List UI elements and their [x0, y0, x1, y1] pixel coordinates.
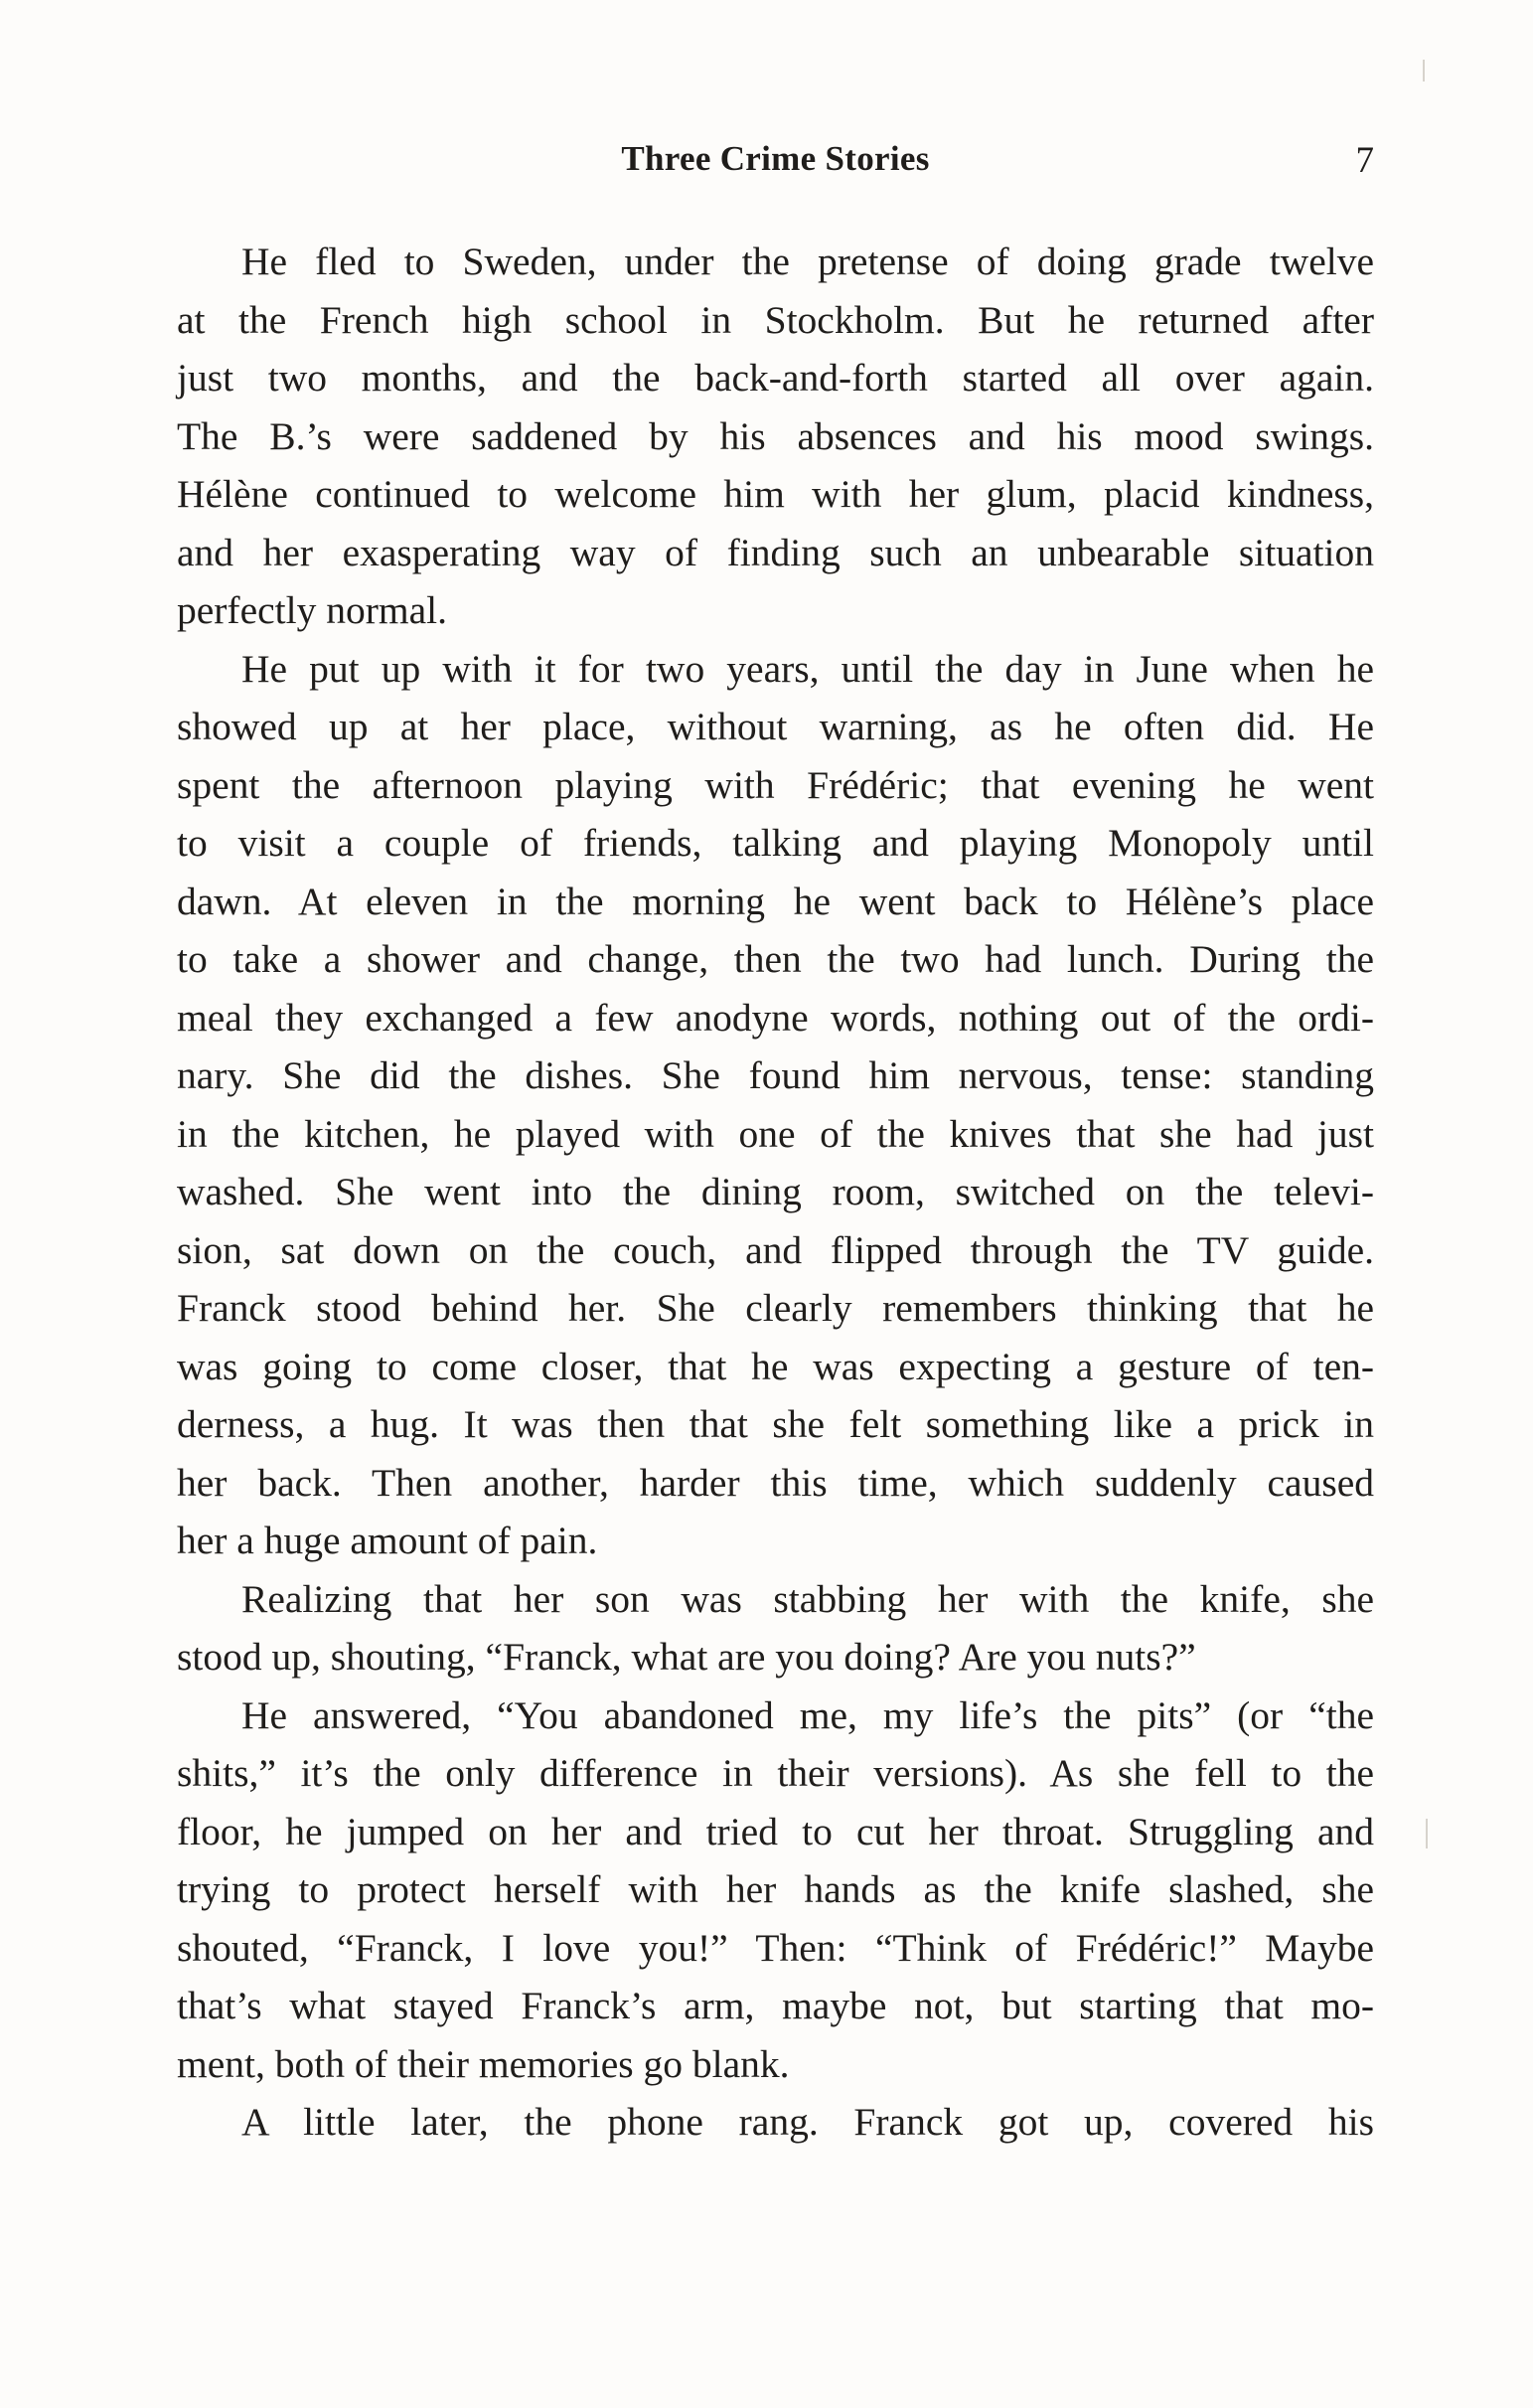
text-line: trying to protect herself with her hands as the knife slashed, she	[177, 1867, 1374, 1911]
text-line: stood up, shouting, “Franck, what are you doing? Are you nuts?”	[177, 1635, 1196, 1679]
scan-artifact	[1426, 1819, 1428, 1848]
body-text	[177, 233, 1374, 2152]
text-line: derness, a hug. It was then that she felt something like a prick in	[177, 1402, 1374, 1446]
text-line: was going to come closer, that he was expecting a gesture of ten-	[177, 1344, 1374, 1388]
text-line: ment, both of their memories go blank.	[177, 2041, 790, 2086]
text-line: and her exasperating way of finding such an unbearable situation	[177, 530, 1374, 574]
text-line: washed. She went into the dining room, switched on the televi-	[177, 1170, 1374, 1213]
text-line: at the French high school in Stockholm. But he returned after	[177, 297, 1374, 342]
text-line: Hélène continued to welcome him with her glum, placid kindness,	[177, 472, 1374, 516]
running-title: Three Crime Stories	[621, 139, 930, 178]
text-line: dawn. At eleven in the morning he went back to Hélène’s place	[177, 879, 1374, 923]
text-line: nary. She did the dishes. She found him nervous, tense: standing	[177, 1053, 1374, 1097]
text-line: sion, sat down on the couch, and flipped through the TV guide.	[177, 1227, 1374, 1272]
text-line: meal they exchanged a few anodyne words, nothing out of the ordi-	[177, 995, 1374, 1040]
scan-artifact	[1423, 60, 1425, 81]
running-head	[177, 139, 1374, 199]
text-line: He answered, “You abandoned me, my life’s the pits” (or “the	[241, 1692, 1374, 1737]
text-line: Realizing that her son was stabbing her with the knife, she	[241, 1576, 1374, 1621]
text-line: in the kitchen, he played with one of the knives that she had just	[177, 1111, 1374, 1156]
text-line: perfectly normal.	[177, 588, 447, 632]
paragraph	[177, 1686, 1374, 2094]
text-line: shouted, “Franck, I love you!” Then: “Think of Frédéric!” Maybe	[177, 1925, 1374, 1970]
text-line: A little later, the phone rang. Franck got up, covered his	[241, 2100, 1374, 2144]
text-line: Franck stood behind her. She clearly remembers thinking that he	[177, 1286, 1374, 1330]
text-line: to take a shower and change, then the two had lunch. During the	[177, 937, 1374, 981]
paragraph	[177, 233, 1374, 640]
text-line: spent the afternoon playing with Frédéric; that evening he went	[177, 762, 1374, 807]
paragraph	[177, 640, 1374, 1570]
paragraph	[177, 2093, 1374, 2152]
text-line: that’s what stayed Franck’s arm, maybe not, but starting that mo-	[177, 1984, 1374, 2027]
text-line: He put up with it for two years, until the day in June when he	[241, 646, 1374, 691]
text-line: her back. Then another, harder this time, which suddenly caused	[177, 1460, 1374, 1505]
text-line: just two months, and the back-and-forth started all over again.	[177, 356, 1374, 400]
text-line: shits,” it’s the only difference in their versions). As she fell to the	[177, 1751, 1374, 1795]
text-line: The B.’s were saddened by his absences and his mood swings.	[177, 413, 1374, 458]
text-line: floor, he jumped on her and tried to cut her throat. Struggling and	[177, 1809, 1374, 1853]
text-line: showed up at her place, without warning, as he often did. He	[177, 705, 1374, 748]
text-line: her a huge amount of pain.	[177, 1519, 598, 1562]
paragraph	[177, 1570, 1374, 1686]
text-line: to visit a couple of friends, talking and playing Monopoly until	[177, 821, 1374, 865]
text-line: He fled to Sweden, under the pretense of doing grade twelve	[241, 240, 1374, 283]
page-number: 7	[1355, 140, 1374, 181]
